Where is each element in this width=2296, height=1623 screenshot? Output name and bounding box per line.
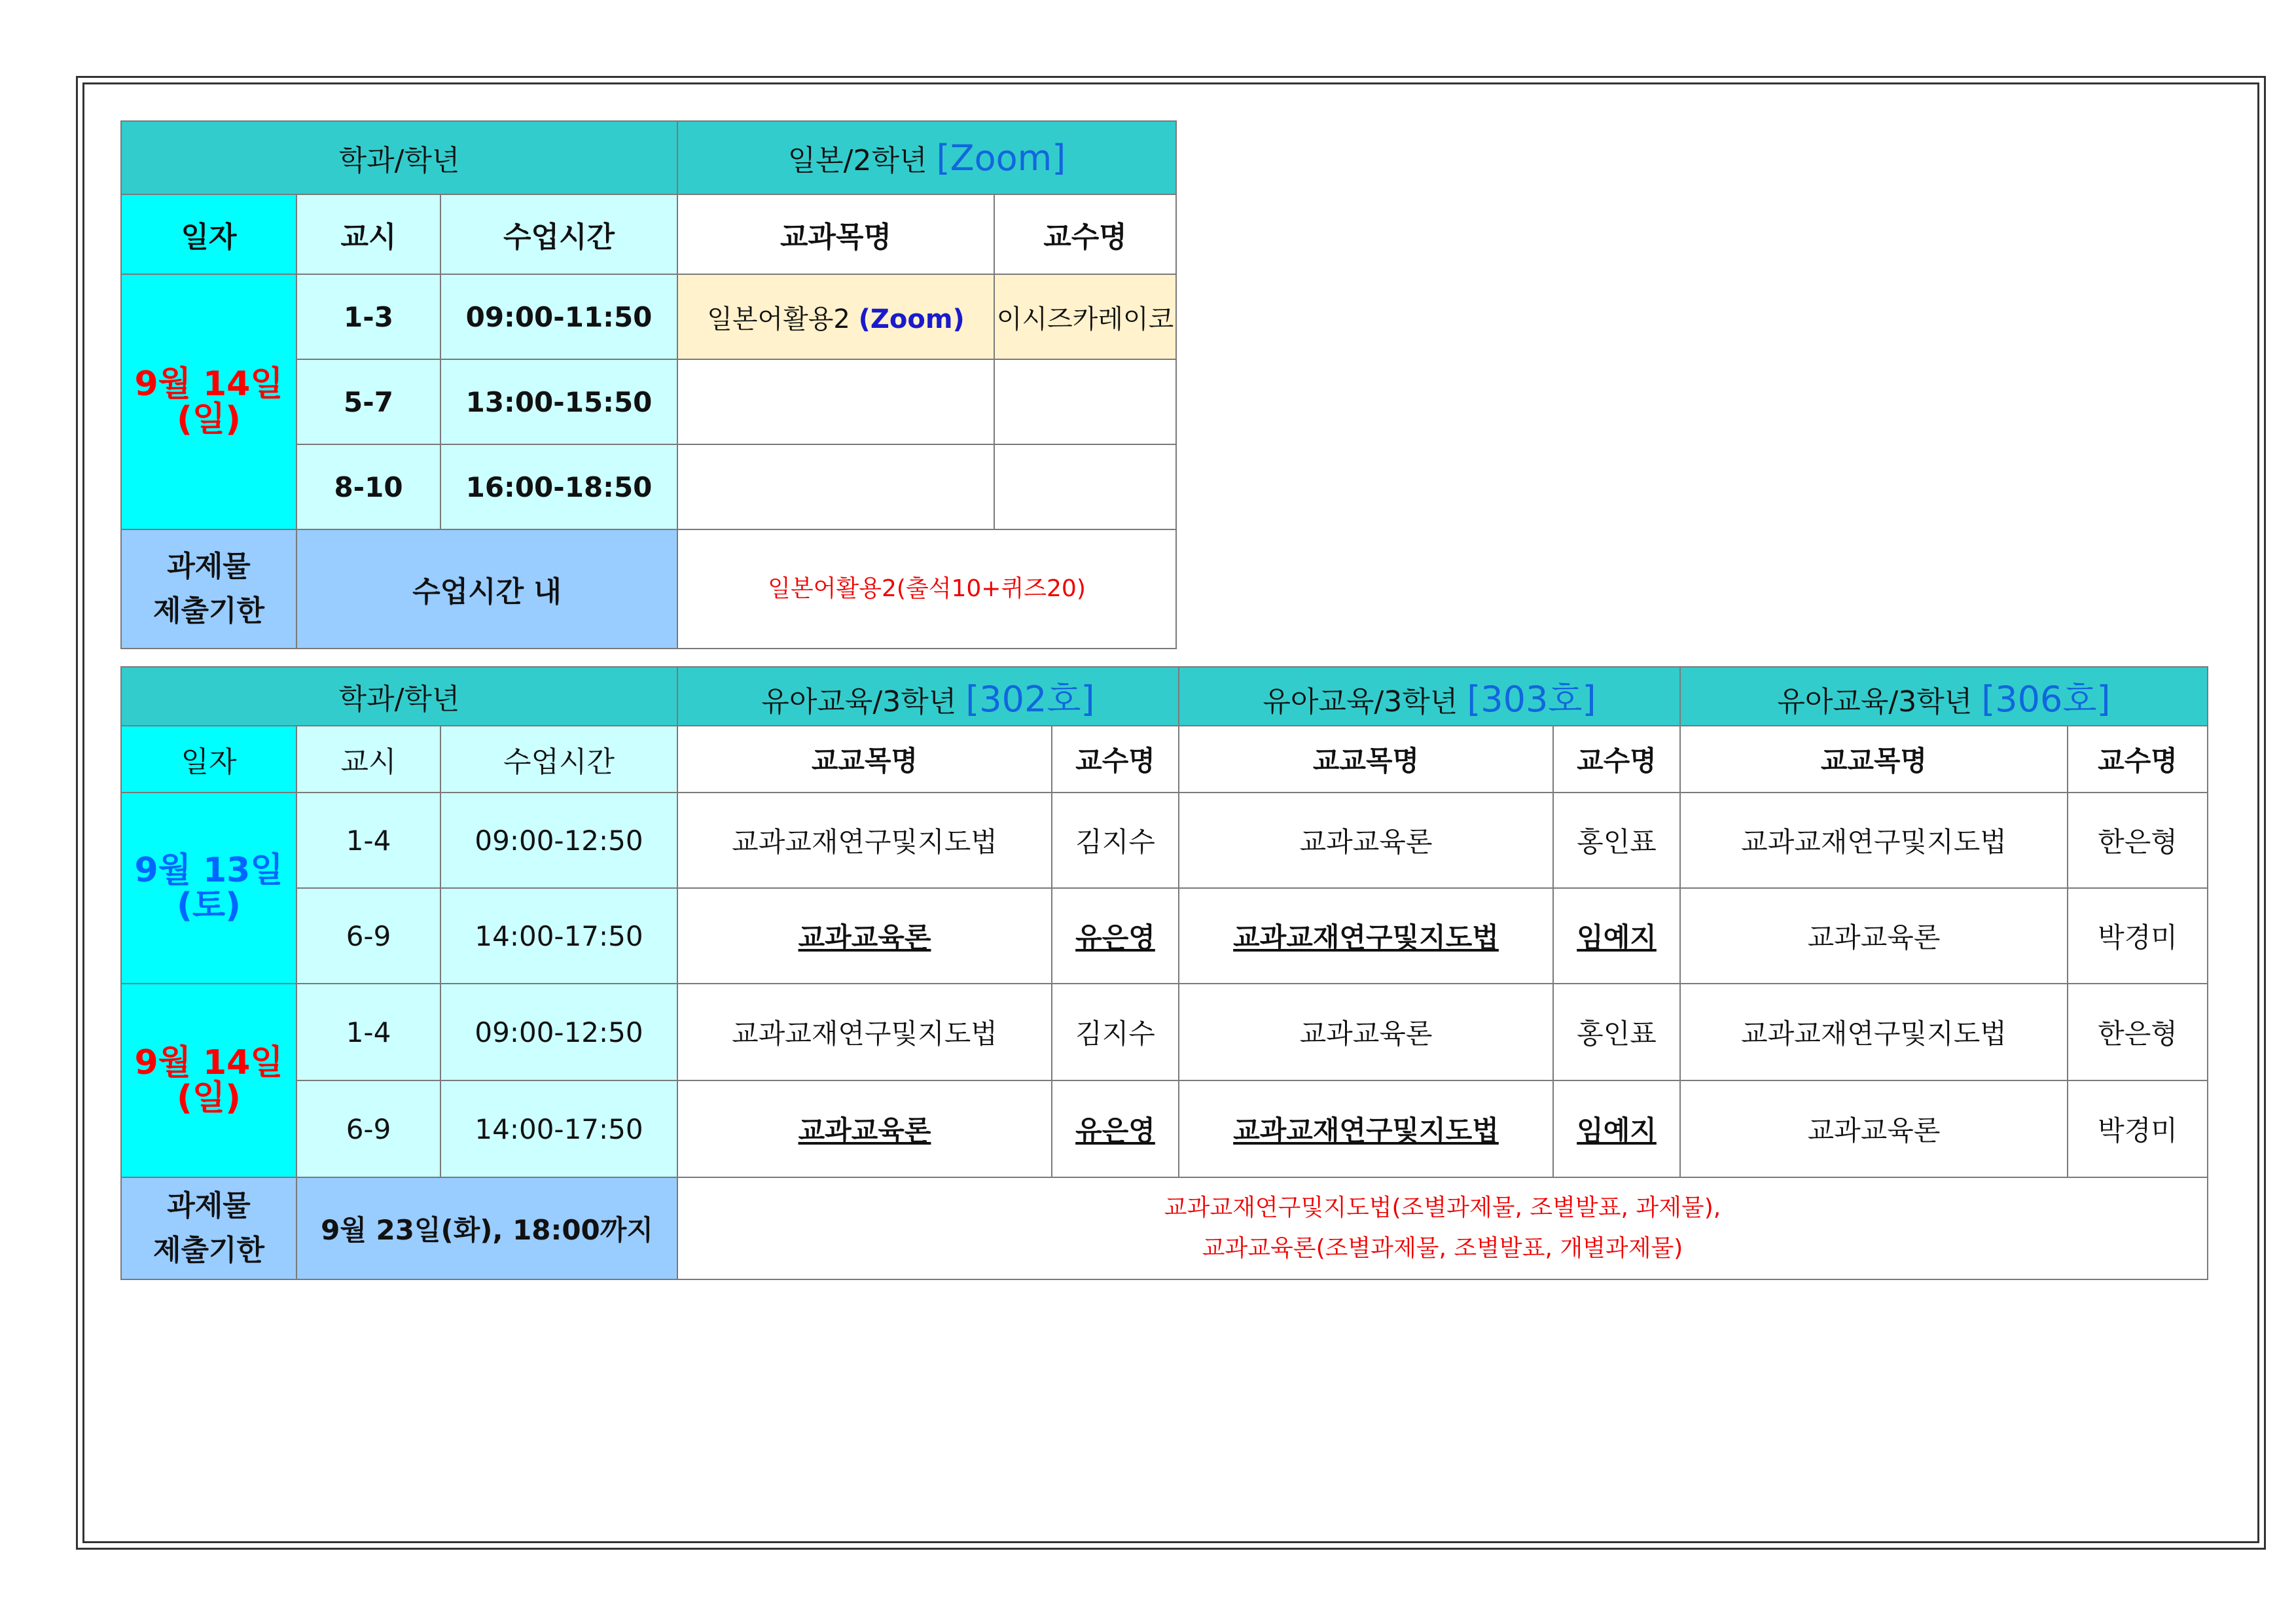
weekday-text: (토) [177, 886, 241, 925]
subject-cell [677, 274, 994, 359]
professor-cell: 한은형 [2068, 984, 2208, 1080]
col-subject-header: 교과목명 [677, 194, 994, 274]
professor-cell: 김지수 [1052, 984, 1179, 1080]
room-label: [Zoom] [936, 137, 1066, 179]
col-time-header: 수업시간 [440, 726, 677, 793]
time-cell: 14:00-17:50 [440, 888, 677, 984]
deadline-label-cell [121, 1177, 296, 1279]
time-cell: 13:00-15:50 [440, 359, 677, 444]
dept-group-header-303 [1179, 667, 1680, 726]
deadline-note-line2: 교과교육론(조별과제물, 조별발표, 개별과제물) [1202, 1235, 1683, 1262]
subject-name: 일본어활용2 [707, 304, 850, 334]
weekday-text: (일) [177, 1079, 241, 1118]
subject-cell [1179, 888, 1553, 984]
time-cell: 09:00-12:50 [440, 793, 677, 888]
subject-cell [677, 1080, 1052, 1177]
dept-label-header: 학과/학년 [121, 667, 677, 726]
col-time-header: 수업시간 [440, 194, 677, 274]
deadline-label-cell [121, 529, 296, 649]
dept-label-header: 학과/학년 [121, 121, 677, 194]
time-cell: 09:00-11:50 [440, 274, 677, 359]
professor-cell: 박경미 [2068, 1080, 2208, 1177]
period-cell: 1-4 [296, 984, 440, 1080]
dept-group-header-306 [1680, 667, 2208, 726]
deadline-note-line1: 교과교재연구및지도법(조별과제물, 조별발표, 과제물), [1164, 1194, 1721, 1221]
weekday-text: (일) [177, 400, 241, 439]
deadline-label-line1: 과제물 [167, 1189, 251, 1222]
subject-cell: 교과교재연구및지도법 [677, 984, 1052, 1080]
date-cell [121, 793, 296, 984]
professor-cell: 홍인표 [1553, 984, 1680, 1080]
period-cell: 6-9 [296, 1080, 440, 1177]
dept-name: 유아교육/3학년 [761, 685, 957, 719]
deadline-value: 수업시간 내 [296, 529, 677, 649]
subject-cell [677, 888, 1052, 984]
dept-name-header [677, 121, 1176, 194]
period-cell: 5-7 [296, 359, 440, 444]
subject-cell: 교과교재연구및지도법 [677, 793, 1052, 888]
professor-cell [1052, 1080, 1179, 1177]
dept-group-header-302 [677, 667, 1179, 726]
subject-cell [677, 359, 994, 444]
period-cell: 8-10 [296, 444, 440, 529]
room-label: [306호] [1981, 678, 2111, 720]
deadline-label-line1: 과제물 [167, 550, 251, 583]
room-label: [303호] [1467, 678, 1596, 720]
professor-cell [1553, 1080, 1680, 1177]
deadline-note [677, 1177, 2208, 1279]
professor-name: 임예지 [1577, 921, 1657, 954]
subject-cell: 교과교육론 [1680, 888, 2068, 984]
deadline-label-line2: 제출기한 [152, 594, 264, 628]
period-cell: 1-3 [296, 274, 440, 359]
col-date-header: 일자 [121, 194, 296, 274]
dept-name: 유아교육/3학년 [1777, 685, 1973, 719]
deadline-note: 일본어활용2(출석10+퀴즈20) [677, 529, 1176, 649]
professor-cell [994, 359, 1176, 444]
professor-cell: 김지수 [1052, 793, 1179, 888]
room-label: [302호] [965, 678, 1095, 720]
col-date-header: 일자 [121, 726, 296, 793]
date-text: 9월 14일 [134, 365, 283, 404]
professor-cell: 한은형 [2068, 793, 2208, 888]
time-cell: 09:00-12:50 [440, 984, 677, 1080]
professor-cell [1052, 888, 1179, 984]
col-period-header: 교시 [296, 726, 440, 793]
professor-cell [1553, 888, 1680, 984]
subject-cell: 교과교육론 [1680, 1080, 2068, 1177]
col-subject-header: 교교목명 [677, 726, 1052, 793]
professor-cell: 이시즈카레이코 [994, 274, 1176, 359]
schedule-table-japanese [120, 120, 1177, 649]
zoom-tag: (Zoom) [858, 304, 965, 334]
col-professor-header: 교수명 [1553, 726, 1680, 793]
period-cell: 6-9 [296, 888, 440, 984]
professor-name: 유은영 [1075, 1115, 1155, 1147]
subject-cell: 교과교육론 [1179, 793, 1553, 888]
time-cell: 14:00-17:50 [440, 1080, 677, 1177]
col-subject-header: 교교목명 [1179, 726, 1553, 793]
professor-cell: 홍인표 [1553, 793, 1680, 888]
dept-name: 일본/2학년 [787, 144, 927, 177]
professor-cell: 박경미 [2068, 888, 2208, 984]
deadline-value: 9월 23일(화), 18:00까지 [296, 1177, 677, 1279]
subject-cell [677, 444, 994, 529]
date-cell [121, 984, 296, 1177]
professor-cell [994, 444, 1176, 529]
professor-name: 유은영 [1075, 921, 1155, 954]
date-cell [121, 274, 296, 529]
period-cell: 1-4 [296, 793, 440, 888]
subject-cell: 교과교육론 [1179, 984, 1553, 1080]
time-cell: 16:00-18:50 [440, 444, 677, 529]
subject-cell: 교과교재연구및지도법 [1680, 793, 2068, 888]
col-period-header: 교시 [296, 194, 440, 274]
col-professor-header: 교수명 [1052, 726, 1179, 793]
subject-cell: 교과교재연구및지도법 [1680, 984, 2068, 1080]
subject-name: 교과교재연구및지도법 [1233, 1115, 1499, 1147]
subject-name: 교과교육론 [798, 1115, 931, 1147]
col-professor-header: 교수명 [2068, 726, 2208, 793]
date-text: 9월 13일 [134, 851, 283, 890]
professor-name: 임예지 [1577, 1115, 1657, 1147]
deadline-label-line2: 제출기한 [152, 1234, 264, 1267]
subject-name: 교과교육론 [798, 921, 931, 954]
subject-cell [1179, 1080, 1553, 1177]
col-professor-header: 교수명 [994, 194, 1176, 274]
subject-name: 교과교재연구및지도법 [1233, 921, 1499, 954]
dept-name: 유아교육/3학년 [1263, 685, 1458, 719]
schedule-table-early-childhood [120, 666, 2208, 1280]
date-text: 9월 14일 [134, 1043, 283, 1082]
col-subject-header: 교교목명 [1680, 726, 2068, 793]
